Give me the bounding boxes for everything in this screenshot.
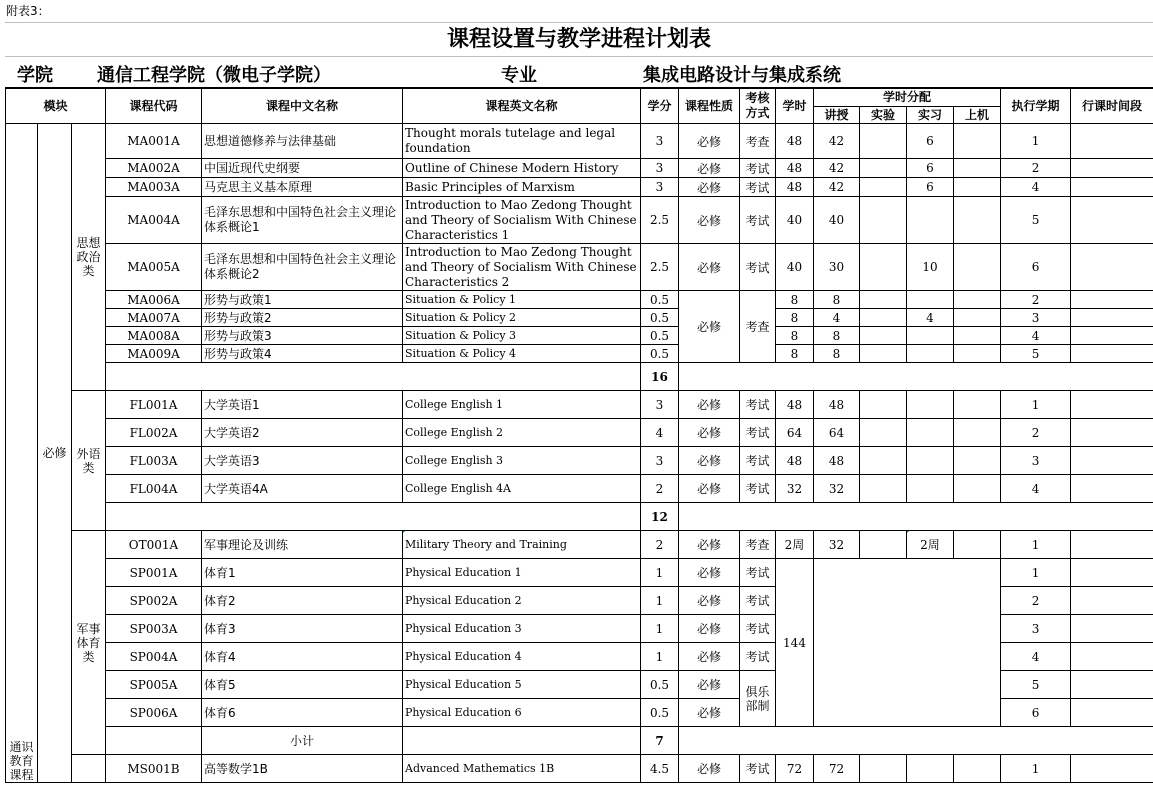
course-nature: 必修 — [679, 643, 740, 671]
course-name-en: Physical Education 1 — [403, 559, 641, 587]
course-name-en: Outline of Chinese Modern History — [403, 159, 641, 178]
computer-hours — [954, 178, 1001, 197]
course-name-cn: 军事理论及训练 — [202, 531, 403, 559]
credit: 2 — [641, 531, 679, 559]
computer-hours — [954, 419, 1001, 447]
course-name-cn: 体育3 — [202, 615, 403, 643]
course-code: FL001A — [106, 391, 202, 419]
computer-hours — [954, 475, 1001, 503]
header-experiment: 实验 — [860, 107, 907, 124]
lecture-hours: 42 — [814, 124, 860, 159]
course-name-cn: 体育5 — [202, 671, 403, 699]
header-hours: 学时 — [776, 89, 814, 124]
table-row — [6, 559, 1153, 587]
course-name-cn: 大学英语1 — [202, 391, 403, 419]
table-row — [6, 475, 1153, 503]
table-row — [6, 309, 1153, 327]
lecture-hours: 40 — [814, 197, 860, 244]
politics-credit-total: 16 — [641, 363, 679, 391]
header-name-en: 课程英文名称 — [403, 89, 641, 124]
semester: 5 — [1001, 197, 1071, 244]
experiment-hours — [860, 244, 907, 291]
hours: 8 — [776, 327, 814, 345]
exam-type: 考试 — [740, 615, 776, 643]
time-slot — [1071, 391, 1153, 419]
course-name-cn: 体育2 — [202, 587, 403, 615]
politics-group: 思想政治类 — [72, 124, 106, 391]
computer-hours — [954, 124, 1001, 159]
course-name-en: Situation & Policy 1 — [403, 291, 641, 309]
exam-type: 考试 — [740, 419, 776, 447]
pe-total-hours: 144 — [776, 559, 814, 727]
course-nature: 必修 — [679, 671, 740, 699]
course-code: SP003A — [106, 615, 202, 643]
computer-hours — [954, 531, 1001, 559]
experiment-hours — [860, 475, 907, 503]
practice-hours — [907, 447, 954, 475]
semester: 5 — [1001, 671, 1071, 699]
credit: 1 — [641, 643, 679, 671]
subtotal-blank — [679, 363, 1153, 391]
subtotal-label: 小计 — [202, 727, 403, 755]
header-lecture: 讲授 — [814, 107, 860, 124]
semester: 2 — [1001, 587, 1071, 615]
exam-type: 考试 — [740, 197, 776, 244]
course-name-en: Advanced Mathematics 1B — [403, 755, 641, 783]
hours: 40 — [776, 244, 814, 291]
course-nature: 必修 — [679, 531, 740, 559]
semester: 1 — [1001, 531, 1071, 559]
exam-type: 考试 — [740, 391, 776, 419]
course-nature: 必修 — [679, 197, 740, 244]
lecture-hours: 48 — [814, 447, 860, 475]
time-slot — [1071, 345, 1153, 363]
hours: 64 — [776, 419, 814, 447]
subtotal-blank — [106, 727, 202, 755]
course-nature: 必修 — [679, 755, 740, 783]
course-name-en: Physical Education 4 — [403, 643, 641, 671]
course-name-en: Introduction to Mao Zedong Thought and Theory of Socialism With Chinese Characteristics 2 — [403, 244, 641, 291]
course-nature: 必修 — [679, 159, 740, 178]
experiment-hours — [860, 124, 907, 159]
time-slot — [1071, 159, 1153, 178]
course-code: SP005A — [106, 671, 202, 699]
semester: 1 — [1001, 755, 1071, 783]
course-name-en: Physical Education 5 — [403, 671, 641, 699]
header-practice: 实习 — [907, 107, 954, 124]
college-value: 通信工程学院（微电子学院） — [97, 65, 331, 86]
computer-hours — [954, 197, 1001, 244]
header-nature: 课程性质 — [679, 89, 740, 124]
course-nature: 必修 — [679, 244, 740, 291]
computer-hours — [954, 755, 1001, 783]
semester: 2 — [1001, 291, 1071, 309]
info-bar — [5, 56, 1153, 88]
course-name-cn: 毛泽东思想和中国特色社会主义理论体系概论1 — [202, 197, 403, 244]
course-nature: 必修 — [679, 419, 740, 447]
course-code: FL003A — [106, 447, 202, 475]
course-name-en: Physical Education 2 — [403, 587, 641, 615]
course-name-cn: 大学英语3 — [202, 447, 403, 475]
course-name-cn: 大学英语2 — [202, 419, 403, 447]
course-name-cn: 毛泽东思想和中国特色社会主义理论体系概论2 — [202, 244, 403, 291]
computer-hours — [954, 391, 1001, 419]
practice-hours — [907, 327, 954, 345]
computer-hours — [954, 244, 1001, 291]
header-computer: 上机 — [954, 107, 1001, 124]
time-slot — [1071, 309, 1153, 327]
time-slot — [1071, 755, 1153, 783]
table-row — [6, 419, 1153, 447]
subtotal-label — [106, 503, 641, 531]
course-name-cn: 体育1 — [202, 559, 403, 587]
lecture-hours: 32 — [814, 531, 860, 559]
table-row — [6, 755, 1153, 783]
lecture-hours: 8 — [814, 345, 860, 363]
semester: 3 — [1001, 447, 1071, 475]
computer-hours — [954, 309, 1001, 327]
practice-hours: 2周 — [907, 531, 954, 559]
exam-type: 考试 — [740, 643, 776, 671]
exam-type: 考试 — [740, 755, 776, 783]
course-nature: 必修 — [679, 587, 740, 615]
subtotal-blank — [679, 503, 1153, 531]
table-row — [6, 503, 1153, 531]
course-code: MA003A — [106, 178, 202, 197]
semester: 2 — [1001, 419, 1071, 447]
semester: 3 — [1001, 309, 1071, 327]
military-sports-group: 军事体育类 — [72, 531, 106, 755]
header-code: 课程代码 — [106, 89, 202, 124]
course-nature: 必修 — [679, 615, 740, 643]
course-name-cn: 中国近现代史纲要 — [202, 159, 403, 178]
pe-hours-distribution — [814, 559, 1001, 727]
hours: 8 — [776, 309, 814, 327]
table-row — [6, 197, 1153, 244]
course-nature: 必修 — [679, 447, 740, 475]
table-row — [6, 327, 1153, 345]
course-name-cn: 体育6 — [202, 699, 403, 727]
practice-hours: 4 — [907, 309, 954, 327]
computer-hours — [954, 291, 1001, 309]
hours: 48 — [776, 159, 814, 178]
exam-type: 考试 — [740, 447, 776, 475]
credit: 3 — [641, 391, 679, 419]
language-group: 外语类 — [72, 391, 106, 531]
time-slot — [1071, 327, 1153, 345]
semester: 1 — [1001, 124, 1071, 159]
practice-hours — [907, 755, 954, 783]
hours: 32 — [776, 475, 814, 503]
time-slot — [1071, 643, 1153, 671]
practice-hours — [907, 345, 954, 363]
exam-type: 考查 — [740, 291, 776, 363]
course-nature: 必修 — [679, 124, 740, 159]
experiment-hours — [860, 178, 907, 197]
table-row — [6, 391, 1153, 419]
semester: 5 — [1001, 345, 1071, 363]
course-table — [5, 88, 1153, 783]
major-value: 集成电路设计与集成系统 — [643, 65, 841, 86]
credit: 0.5 — [641, 327, 679, 345]
lecture-hours: 32 — [814, 475, 860, 503]
exam-type: 考查 — [740, 124, 776, 159]
computer-hours — [954, 345, 1001, 363]
credit: 1 — [641, 559, 679, 587]
practice-hours — [907, 291, 954, 309]
course-name-en: Situation & Policy 4 — [403, 345, 641, 363]
exam-type: 考查 — [740, 531, 776, 559]
course-code: SP001A — [106, 559, 202, 587]
header-semester: 执行学期 — [1001, 89, 1071, 124]
exam-type: 考试 — [740, 587, 776, 615]
credit: 0.5 — [641, 699, 679, 727]
credit: 2.5 — [641, 244, 679, 291]
header-module: 模块 — [6, 89, 106, 124]
course-name-en: College English 4A — [403, 475, 641, 503]
course-code: SP002A — [106, 587, 202, 615]
credit: 3 — [641, 159, 679, 178]
credit: 0.5 — [641, 309, 679, 327]
course-name-en: Military Theory and Training — [403, 531, 641, 559]
table-row — [6, 124, 1153, 159]
hours: 72 — [776, 755, 814, 783]
course-nature: 必修 — [679, 699, 740, 727]
table-row — [6, 159, 1153, 178]
lecture-hours: 48 — [814, 391, 860, 419]
course-name-en: Basic Principles of Marxism — [403, 178, 641, 197]
semester: 4 — [1001, 327, 1071, 345]
semester: 4 — [1001, 178, 1071, 197]
experiment-hours — [860, 419, 907, 447]
hours: 48 — [776, 124, 814, 159]
course-code: MA007A — [106, 309, 202, 327]
course-name-cn: 形势与政策4 — [202, 345, 403, 363]
course-nature: 必修 — [679, 178, 740, 197]
college-label: 学院 — [17, 65, 53, 86]
course-code: SP004A — [106, 643, 202, 671]
language-credit-total: 12 — [641, 503, 679, 531]
header-distribution: 学时分配 — [814, 89, 1001, 107]
time-slot — [1071, 559, 1153, 587]
hours: 2周 — [776, 531, 814, 559]
table-row — [6, 531, 1153, 559]
course-code: OT001A — [106, 531, 202, 559]
course-nature: 必修 — [679, 391, 740, 419]
exam-type: 考试 — [740, 178, 776, 197]
semester: 1 — [1001, 391, 1071, 419]
practice-hours — [907, 419, 954, 447]
course-code: MA002A — [106, 159, 202, 178]
experiment-hours — [860, 531, 907, 559]
experiment-hours — [860, 197, 907, 244]
exam-type: 考试 — [740, 559, 776, 587]
lecture-hours: 42 — [814, 178, 860, 197]
practice-hours: 10 — [907, 244, 954, 291]
time-slot — [1071, 124, 1153, 159]
hours: 48 — [776, 447, 814, 475]
computer-hours — [954, 159, 1001, 178]
experiment-hours — [860, 327, 907, 345]
credit: 2.5 — [641, 197, 679, 244]
semester: 3 — [1001, 615, 1071, 643]
credit: 1 — [641, 587, 679, 615]
credit: 3 — [641, 178, 679, 197]
military-credit-total: 7 — [641, 727, 679, 755]
exam-type: 考试 — [740, 159, 776, 178]
course-code: MA008A — [106, 327, 202, 345]
practice-hours — [907, 475, 954, 503]
semester: 1 — [1001, 559, 1071, 587]
table-row — [6, 244, 1153, 291]
course-code: MA009A — [106, 345, 202, 363]
time-slot — [1071, 615, 1153, 643]
course-name-en: Thought morals tutelage and legal foundation — [403, 124, 641, 159]
lecture-hours: 4 — [814, 309, 860, 327]
header-name-cn: 课程中文名称 — [202, 89, 403, 124]
major-label: 专业 — [501, 65, 537, 86]
header-exam: 考核方式 — [740, 89, 776, 124]
course-name-cn: 马克思主义基本原理 — [202, 178, 403, 197]
experiment-hours — [860, 391, 907, 419]
practice-hours: 6 — [907, 159, 954, 178]
lecture-hours: 8 — [814, 327, 860, 345]
table-row — [6, 363, 1153, 391]
course-code: MA001A — [106, 124, 202, 159]
course-name-cn: 形势与政策1 — [202, 291, 403, 309]
credit: 4 — [641, 419, 679, 447]
course-name-cn: 高等数学1B — [202, 755, 403, 783]
credit: 4.5 — [641, 755, 679, 783]
course-nature: 必修 — [679, 475, 740, 503]
lecture-hours: 72 — [814, 755, 860, 783]
course-name-cn: 形势与政策2 — [202, 309, 403, 327]
course-code: FL002A — [106, 419, 202, 447]
appendix-note: 附表3： — [6, 4, 50, 18]
course-code: MA005A — [106, 244, 202, 291]
course-name-en: College English 1 — [403, 391, 641, 419]
course-name-cn: 思想道德修养与法律基础 — [202, 124, 403, 159]
hours: 48 — [776, 178, 814, 197]
time-slot — [1071, 291, 1153, 309]
experiment-hours — [860, 755, 907, 783]
experiment-hours — [860, 291, 907, 309]
lecture-hours: 8 — [814, 291, 860, 309]
time-slot — [1071, 475, 1153, 503]
course-code: MA006A — [106, 291, 202, 309]
credit: 0.5 — [641, 671, 679, 699]
course-name-en: Situation & Policy 3 — [403, 327, 641, 345]
course-name-en: Physical Education 3 — [403, 615, 641, 643]
course-name-en: College English 2 — [403, 419, 641, 447]
time-slot — [1071, 671, 1153, 699]
page-title: 课程设置与教学进程计划表 — [5, 22, 1153, 55]
exam-type: 考试 — [740, 475, 776, 503]
subtotal-blank — [679, 727, 1153, 755]
experiment-hours — [860, 447, 907, 475]
lecture-hours: 42 — [814, 159, 860, 178]
course-name-en: College English 3 — [403, 447, 641, 475]
time-slot — [1071, 178, 1153, 197]
practice-hours — [907, 197, 954, 244]
lecture-hours: 30 — [814, 244, 860, 291]
time-slot — [1071, 197, 1153, 244]
computer-hours — [954, 327, 1001, 345]
course-nature: 必修 — [679, 291, 740, 363]
course-name-en: Introduction to Mao Zedong Thought and Theory of Socialism With Chinese Characteristics 1 — [403, 197, 641, 244]
course-code: MA004A — [106, 197, 202, 244]
course-code: MS001B — [106, 755, 202, 783]
credit: 3 — [641, 447, 679, 475]
time-slot — [1071, 531, 1153, 559]
computer-hours — [954, 447, 1001, 475]
course-name-en: Situation & Policy 2 — [403, 309, 641, 327]
hours: 8 — [776, 291, 814, 309]
semester: 2 — [1001, 159, 1071, 178]
semester: 6 — [1001, 699, 1071, 727]
credit: 0.5 — [641, 345, 679, 363]
credit: 0.5 — [641, 291, 679, 309]
exam-type: 考试 — [740, 244, 776, 291]
course-code: FL004A — [106, 475, 202, 503]
time-slot — [1071, 244, 1153, 291]
required-group: 必修 — [38, 124, 72, 783]
credit: 1 — [641, 615, 679, 643]
header-time: 行课时间段 — [1071, 89, 1153, 124]
time-slot — [1071, 699, 1153, 727]
hours: 48 — [776, 391, 814, 419]
course-name-cn: 大学英语4A — [202, 475, 403, 503]
table-row — [6, 178, 1153, 197]
course-name-cn: 形势与政策3 — [202, 327, 403, 345]
credit: 3 — [641, 124, 679, 159]
math-group — [72, 755, 106, 783]
practice-hours: 6 — [907, 124, 954, 159]
club-exam-type: 俱乐部制 — [740, 671, 776, 727]
course-code: SP006A — [106, 699, 202, 727]
semester: 4 — [1001, 643, 1071, 671]
lecture-hours: 64 — [814, 419, 860, 447]
time-slot — [1071, 419, 1153, 447]
hours: 40 — [776, 197, 814, 244]
table-row — [6, 291, 1153, 309]
subtotal-blank — [403, 727, 641, 755]
experiment-hours — [860, 345, 907, 363]
table-row — [6, 345, 1153, 363]
practice-hours: 6 — [907, 178, 954, 197]
time-slot — [1071, 587, 1153, 615]
experiment-hours — [860, 309, 907, 327]
credit: 2 — [641, 475, 679, 503]
header-credit: 学分 — [641, 89, 679, 124]
semester: 4 — [1001, 475, 1071, 503]
semester: 6 — [1001, 244, 1071, 291]
experiment-hours — [860, 159, 907, 178]
table-row — [6, 727, 1153, 755]
course-nature: 必修 — [679, 559, 740, 587]
general-education-group: 通识教育课程 — [6, 124, 38, 783]
course-name-cn: 体育4 — [202, 643, 403, 671]
practice-hours — [907, 391, 954, 419]
subtotal-label — [106, 363, 641, 391]
table-row — [6, 447, 1153, 475]
hours: 8 — [776, 345, 814, 363]
time-slot — [1071, 447, 1153, 475]
course-name-en: Physical Education 6 — [403, 699, 641, 727]
